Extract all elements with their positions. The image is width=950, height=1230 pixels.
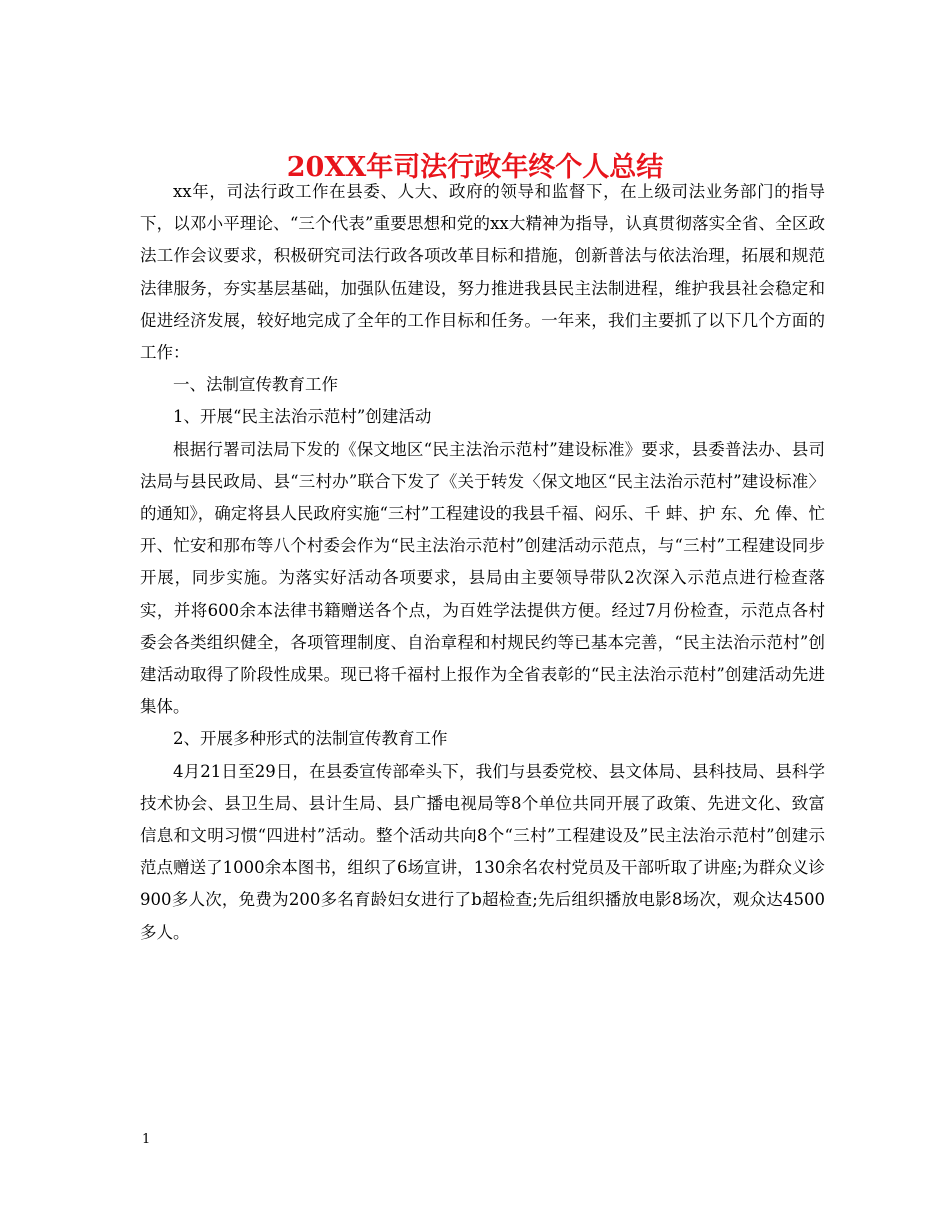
intro-paragraph: xx年，司法行政工作在县委、人大、政府的领导和监督下，在上级司法业务部门的指导下，以邓小平理论、“三个代表”重要思想和党的xx大精神为指导，认真贯彻落实全省、全区政法工作会议要求，积极研究司法行政各项改革目标和措施，创新普法与依法治理，拓展和规范法律服务，夯实基层基础，加强队伍建设，努力推进我县民主法制进程，维护我县社会稳定和促进经济发展，较好地完成了全年的工作目标和任务。一年来，我们主要抓了以下几个方面的工作： <box>140 182 825 363</box>
four-into-village-paragraph: 4月21日至29日，在县委宣传部牵头下，我们与县委党校、县文体局、县科技局、县科学技术协会、县卫生局、县计生局、县广播电视局等8个单位共同开展了政策、先进文化、致富信息和文明习惯“四进村”活动。整个活动共向8个“三村”工程建设及”民主法治示范村”创建示范点赠送了1000余本图书，组织了6场宣讲，130余名农村党员及干部听取了讲座;为群众义诊900多人次，免费为200多名育龄妇女进行了b超检查;先后组织播放电影8场次，观众达4500多人。 <box>140 761 825 942</box>
document-title: 20XX年司法行政年终个人总结 <box>286 152 664 184</box>
subsection-heading-education-forms: 2、开展多种形式的法制宣传教育工作 <box>173 729 448 749</box>
document-body <box>140 176 825 949</box>
subsection-heading-demonstration-village: 1、开展“民主法治示范村”创建活动 <box>173 407 432 427</box>
section-heading-legal-education: 一、法制宣传教育工作 <box>173 375 338 395</box>
demonstration-village-paragraph: 根据行署司法局下发的《保文地区“民主法治示范村”建设标准》要求，县委普法办、县司法局与县民政局、县“三村办”联合下发了《关于转发〈保文地区“民主法治示范村”建设标准〉的通知》，确定将县人民政府实施“三村”工程建设的我县千福、闷乐、千 蚌、护 东、允 俸、忙 开、忙安和那布等八个村委会作为“民主法治示范村”创建活动示范点，与“三村”工程建设同步开展，同步实施。为落实好活动各项要求，县局由主要领导带队2次深入示范点进行检查落实，并将600余本法律书籍赠送各个点，为百姓学法提供方便。经过7月份检查，示范点各村委会各类组织健全，各项管理制度、自治章程和村规民约等已基本完善，“民主法治示范村”创建活动取得了阶段性成果。现已将千福村上报作为全省表彰的“民主法治示范村”创建活动先进集体。 <box>140 439 825 717</box>
page-number: 1 <box>142 1132 151 1147</box>
